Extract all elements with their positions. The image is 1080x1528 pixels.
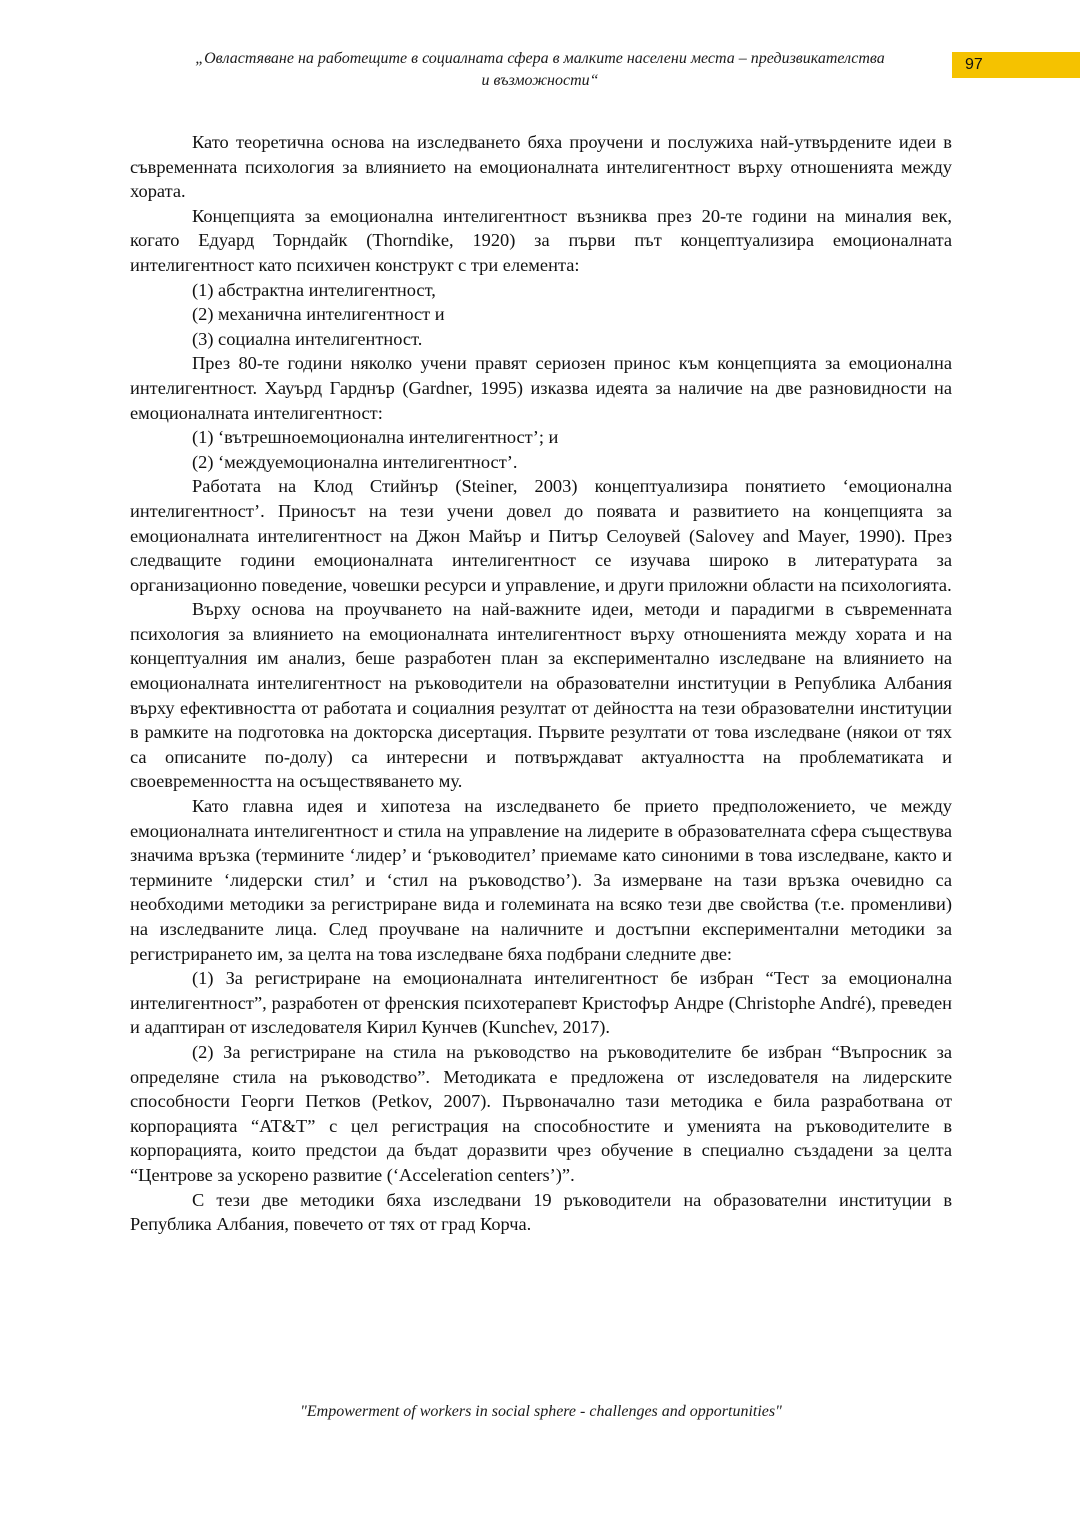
page-number: 97: [965, 56, 983, 73]
running-footer: "Empowerment of workers in social sphere - challenges and opportunities": [300, 1403, 782, 1420]
list-item: (1) ‘вътрешноемоционална интелигентност’; и: [192, 427, 559, 448]
running-header: [130, 48, 950, 92]
paragraph: Работата на Клод Стийнър (Steiner, 2003) концептуализира понятието ‘емоционална интелигентност’. Приносът на тези учени довел до появата и развитието на концепцията за емоционалната интелигентност на Джон Майър и Питър Селоувей (Salovey and Mayer, 1990). През следващите години емоционалната интелигентност се изучава широко в литературата за организационно поведение, човешки ресурси и управление, и други приложни области на психологията.: [130, 476, 952, 595]
paragraph: Концепцията за емоционална интелигентност възниква през 20-те години на миналия век, когато Едуард Торндайк (Thorndike, 1920) за първи път концептуализира емоционалната интелигентност като психичен конструкт с три елемента:: [130, 205, 952, 275]
paragraph: Върху основа на проучването на най-важните идеи, методи и парадигми в съвременната психология за влиянието на емоционалната интелигентност върху отношенията между хората и на концептуалния им анализ, беше разработен план за експериментално изследване на влиянието на емоционалната интелигентност на ръководители на образователни институции в Република Албания върху ефективността от работата и социалния резултат от дейността на тези образователни институции в рамките на подготовка на докторска дисертация. Първите резултати от това изследване (някои от тях са описаните по-долу) са интересни и потвърждават актуалността на проблематиката и своевременността на осъществяването му.: [130, 599, 952, 792]
page-number-badge: [952, 52, 1080, 78]
list-item: (1) абстрактна интелигентност,: [192, 279, 436, 300]
header-title-line1: „Овластяване на работещите в социалната сфера в малките населени места – предизвикателства: [195, 50, 885, 67]
paragraph: През 80-те години няколко учени правят сериозен принос към концепцията за емоционална интелигентност. Хауърд Гарднър (Gardner, 1995) изказва идеята за наличие на две разновидности на емоционалната интелигентност:: [130, 353, 952, 423]
list-item: (2) ‘междуемоционална интелигентност’.: [192, 451, 518, 472]
paragraph: С тези две методики бяха изследвани 19 ръководители на образователни институции в Република Албания, повечето от тях от град Корча.: [130, 1189, 952, 1235]
body-text: [130, 130, 952, 1237]
list-item: (3) социална интелигентност.: [192, 328, 423, 349]
paragraph: Като теоретична основа на изследването бяха проучени и послужиха най-утвърдените идеи в съвременната психология за влиянието на емоционалната интелигентност върху отношенията между хората.: [130, 132, 952, 202]
paragraph: Като главна идея и хипотеза на изследването бе прието предположението, че между емоционалната интелигентност и стила на управление на лидерите в образователната сфера съществува значима връзка (термините ‘лидер’ и ‘ръководител’ приемаме като синоними в това изследване, както и термините ‘лидерски стил’ и ‘стил на ръководство’). За измерване на тази връзка очевидно са необходими методики за регистриране вида и големината на всяко тези две свойства (т.е. променливи) на изследваните лица. След проучване на наличните и достъпни експериментални методики за регистрирането им, за целта на това изследване бяха подбрани следните две:: [130, 796, 952, 964]
paragraph: (2) За регистриране на стила на ръководство на ръководителите бе избран “Въпросник за определяне стила на ръководство”. Методиката е предложена от изследователя на лидерските способности Георги Петков (Petkov, 2007). Първоначално тази методика е била разработвана от корпорацията “AT&T” с цел регистрация на способностите и уменията на ръководителите в корпорацията, които предстои да бъдат доразвити чрез обучение в специално създадени за целта “Центрове за ускорено развитие (‘Acceleration centers’)”.: [130, 1041, 952, 1185]
paragraph: (1) За регистриране на емоционалната интелигентност бе избран “Тест за емоционална интелигентност”, разработен от френския психотерапевт Кристофър Андре (Christophe André), преведен и адаптиран от изследователя Кирил Кунчев (Kunchev, 2017).: [130, 968, 952, 1038]
list-item: (2) механична интелигентност и: [192, 304, 445, 325]
header-title-line2: и възможности“: [481, 72, 599, 89]
